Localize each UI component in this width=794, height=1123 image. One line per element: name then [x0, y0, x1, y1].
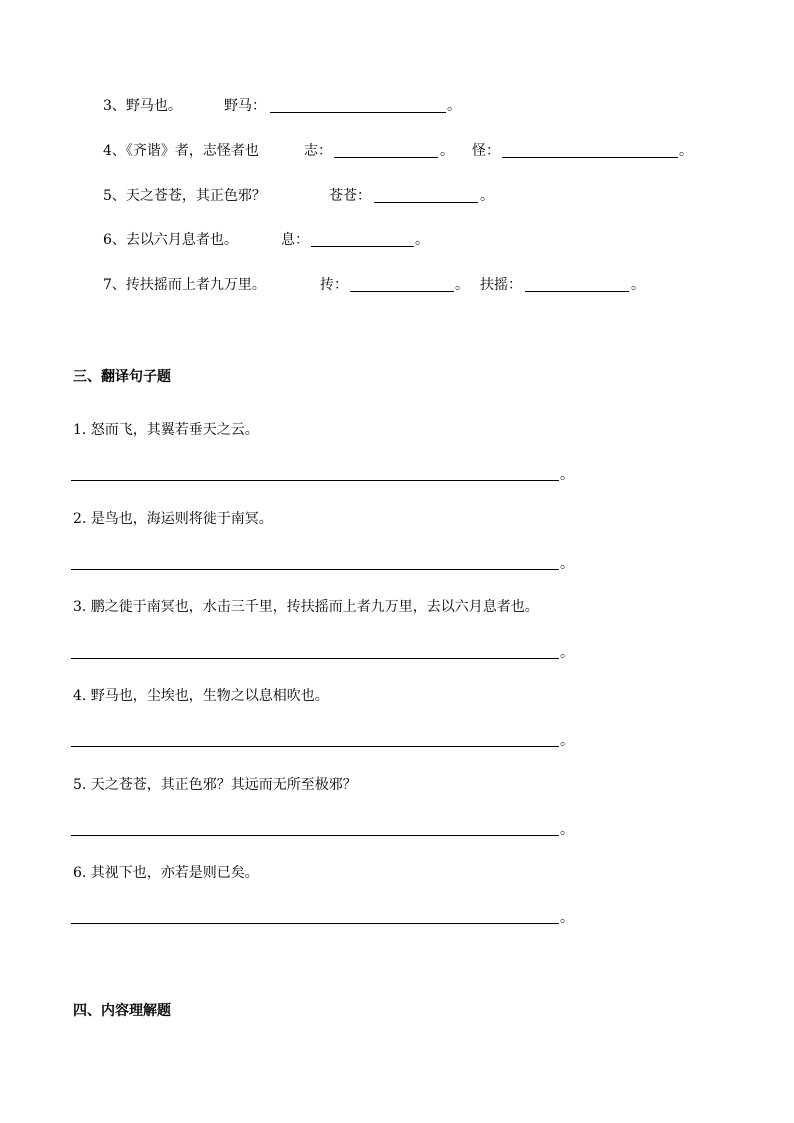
item-3-term-label: 野马： — [224, 98, 266, 114]
translate-item-3-prompt: 3. 鹏之徙于南冥也，水击三千里，抟扶摇而上者九万里，去以六月息者也。 — [73, 599, 539, 615]
translate-item-5-answer-line[interactable] — [71, 835, 559, 836]
item-4-term-label-2: 怪： — [472, 143, 500, 159]
item-6-end-mark: 。 — [415, 232, 429, 248]
translate-item-4-answer-line[interactable] — [71, 746, 559, 747]
item-7-question: 7、抟扶摇而上者九万里。 — [103, 277, 266, 293]
item-6-answer-blank[interactable] — [311, 246, 414, 247]
translate-item-3-end-mark: 。 — [560, 645, 574, 661]
translate-item-5-end-mark: 。 — [560, 822, 574, 838]
item-7-term-label-1: 抟： — [320, 277, 348, 293]
translate-item-1-end-mark: 。 — [560, 467, 574, 483]
translate-item-6-end-mark: 。 — [560, 910, 574, 926]
item-7-term-label-2: 扶摇： — [480, 277, 522, 293]
translate-item-6-answer-line[interactable] — [71, 923, 559, 924]
item-4-mid-mark: 。 — [440, 143, 454, 159]
section-3-heading: 三、翻译句子题 — [73, 369, 171, 385]
item-3-answer-blank[interactable] — [270, 112, 446, 113]
item-7-mid-mark: 。 — [455, 277, 469, 293]
translate-item-6-prompt: 6. 其视下也，亦若是则已矣。 — [73, 865, 259, 881]
item-7-end-mark: 。 — [631, 277, 645, 293]
item-6-question: 6、去以六月息者也。 — [103, 232, 238, 248]
translate-item-4-end-mark: 。 — [560, 733, 574, 749]
item-5-question: 5、天之苍苍，其正色邪？ — [103, 188, 266, 204]
translate-item-1-prompt: 1. 怒而飞，其翼若垂天之云。 — [73, 422, 259, 438]
translate-item-5-prompt: 5. 天之苍苍，其正色邪？其远而无所至极邪？ — [73, 777, 357, 793]
translate-item-3-answer-line[interactable] — [71, 658, 559, 659]
item-6-term-label: 息： — [281, 232, 309, 248]
item-4-question: 4、《齐谐》者，志怪者也 — [103, 143, 259, 159]
item-5-term-label: 苍苍： — [329, 188, 371, 204]
item-7-answer-blank-2[interactable] — [525, 291, 629, 292]
translate-item-2-end-mark: 。 — [560, 556, 574, 572]
item-4-answer-blank-2[interactable] — [502, 157, 678, 158]
item-4-end-mark: 。 — [679, 143, 693, 159]
translate-item-4-prompt: 4. 野马也，尘埃也，生物之以息相吹也。 — [73, 688, 329, 704]
item-3-end-mark: 。 — [447, 98, 461, 114]
item-5-end-mark: 。 — [480, 188, 494, 204]
section-4-heading: 四、内容理解题 — [73, 1003, 171, 1019]
item-7-answer-blank-1[interactable] — [350, 291, 454, 292]
item-4-answer-blank-1[interactable] — [334, 157, 438, 158]
item-4-term-label-1: 志： — [304, 143, 332, 159]
translate-item-2-prompt: 2. 是鸟也，海运则将徙于南冥。 — [73, 511, 273, 527]
translate-item-2-answer-line[interactable] — [71, 569, 559, 570]
item-3-question: 3、野马也。 — [103, 98, 182, 114]
translate-item-1-answer-line[interactable] — [71, 480, 559, 481]
item-5-answer-blank[interactable] — [374, 202, 478, 203]
